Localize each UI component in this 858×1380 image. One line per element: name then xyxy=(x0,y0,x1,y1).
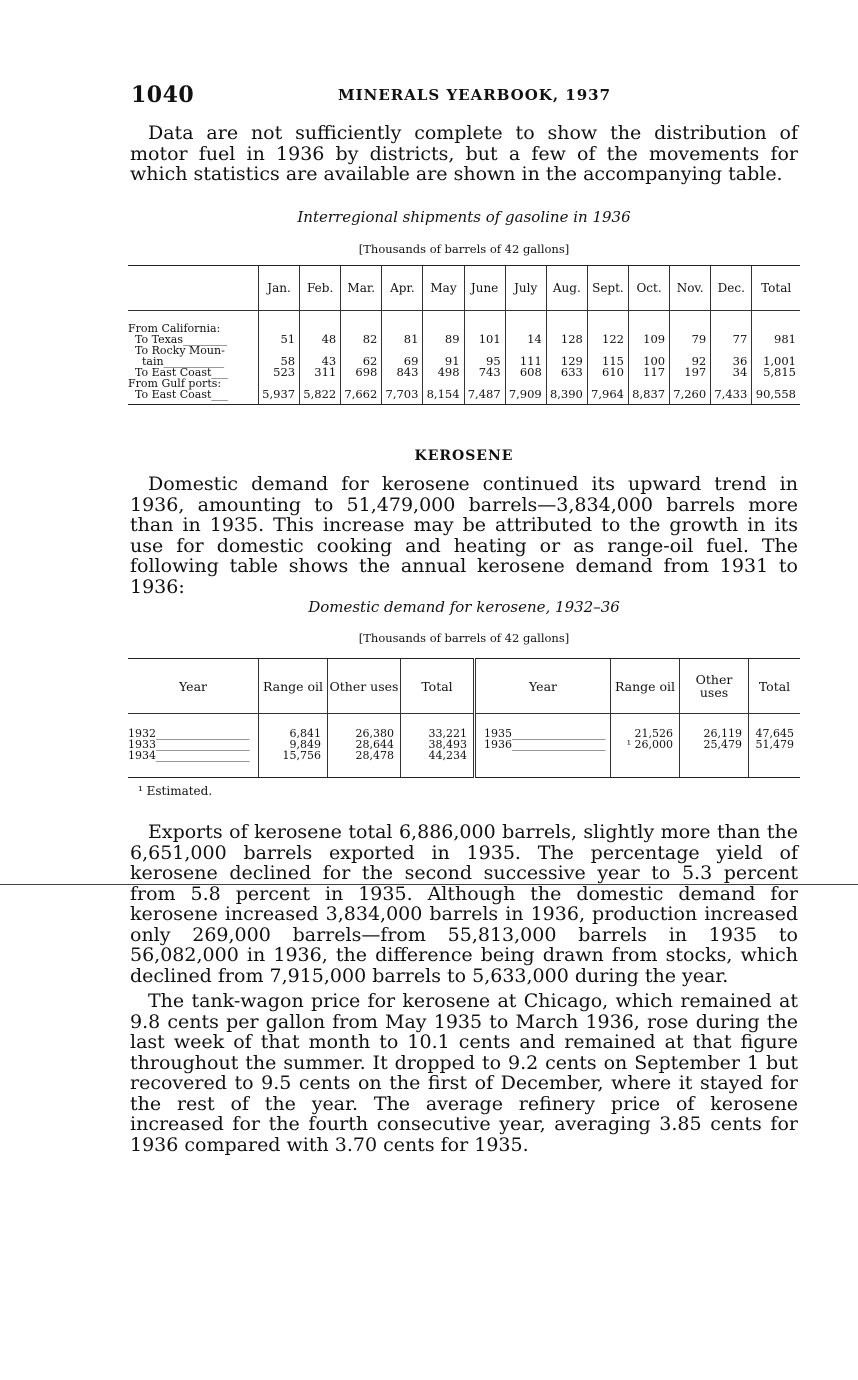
column-header: Total xyxy=(749,659,801,714)
table-cell: 62 xyxy=(341,356,382,367)
row-label: From California: xyxy=(128,322,221,335)
column-header: Oct. xyxy=(628,266,669,311)
table-cell xyxy=(505,311,546,335)
table-cell xyxy=(680,750,749,778)
table-cell: 117 xyxy=(628,367,669,378)
demand-table-subcaption: [Thousands of barrels of 42 gallons] xyxy=(358,631,570,645)
year-cell: 1936_________________ xyxy=(475,739,611,750)
table-cell: 115 xyxy=(587,356,628,367)
page-number: 1040 xyxy=(131,82,195,108)
table-cell: 48 xyxy=(300,334,341,345)
table-cell: 82 xyxy=(341,334,382,345)
column-header: Nov. xyxy=(670,266,711,311)
column-header: Range oil xyxy=(259,659,328,714)
row-label: To Rocky Moun- xyxy=(128,344,225,357)
column-header: Other uses xyxy=(328,659,401,714)
table-cell: 36 xyxy=(711,356,752,367)
exports-paragraph xyxy=(130,822,798,986)
table-cell xyxy=(259,311,300,335)
table-cell: 77 xyxy=(711,334,752,345)
table-cell xyxy=(670,311,711,335)
year-cell: 1935_________________ xyxy=(475,714,611,740)
table-cell: 69 xyxy=(382,356,423,367)
row-label: From Gulf ports: xyxy=(128,377,222,390)
table-cell: 25,479 xyxy=(680,739,749,750)
table-cell: 81 xyxy=(382,334,423,345)
table-cell xyxy=(341,311,382,335)
column-header: Range oil xyxy=(611,659,680,714)
table-cell: 15,756 xyxy=(259,750,328,778)
table-row xyxy=(128,750,800,778)
table-cell: 109 xyxy=(628,334,669,345)
demand-table-body xyxy=(128,714,800,778)
table-cell: 8,390 xyxy=(546,389,587,405)
table-cell: 523 xyxy=(259,367,300,378)
table-cell: 26,380 xyxy=(328,714,401,740)
kerosene-text: Domestic demand for kerosene continued its upward trend in 1936, amounting to 51,479,000 barrels—3,834,000 barrels more than in 1935. This increase may be attributed to the growth in its use for domestic cooking and heating or as range-oil fuel. The following table shows the annual kerosene demand from 1931 to 1936: xyxy=(130,473,798,598)
table-cell: 7,964 xyxy=(587,389,628,405)
table-cell xyxy=(628,311,669,335)
table-cell: 26,119 xyxy=(680,714,749,740)
table-cell: 34 xyxy=(711,367,752,378)
table-cell: 47,645 xyxy=(749,714,801,740)
table-cell: 498 xyxy=(423,367,464,378)
table-cell: 111 xyxy=(505,356,546,367)
table-cell: 5,937 xyxy=(259,389,300,405)
table-cell: 6,841 xyxy=(259,714,328,740)
table-row xyxy=(128,311,800,335)
table-cell: 7,260 xyxy=(670,389,711,405)
table-cell: 43 xyxy=(300,356,341,367)
table-cell: 608 xyxy=(505,367,546,378)
table-cell xyxy=(546,311,587,335)
table-cell: 7,909 xyxy=(505,389,546,405)
table-cell: 633 xyxy=(546,367,587,378)
table-cell: 743 xyxy=(464,367,505,378)
column-header: May xyxy=(423,266,464,311)
table-cell: 197 xyxy=(670,367,711,378)
year-cell: 1932_________________ xyxy=(128,727,250,740)
table-row xyxy=(128,367,800,378)
gasoline-table-body xyxy=(128,311,800,405)
table-cell: 95 xyxy=(464,356,505,367)
year-cell: 1933_________________ xyxy=(128,738,250,751)
gasoline-shipments-table xyxy=(128,265,800,405)
column-header: Aug. xyxy=(546,266,587,311)
table-cell: 101 xyxy=(464,334,505,345)
section-heading-kerosene: KEROSENE xyxy=(414,448,514,464)
table-row xyxy=(128,714,800,740)
table-cell: 129 xyxy=(546,356,587,367)
table-cell: 9,849 xyxy=(259,739,328,750)
table-cell: 610 xyxy=(587,367,628,378)
table-cell: 51,479 xyxy=(749,739,801,750)
table-cell xyxy=(464,311,505,335)
column-header: Other uses xyxy=(680,659,749,714)
table-cell: 843 xyxy=(382,367,423,378)
price-text: The tank-wagon price for kerosene at Chicago, which remained at 9.8 cents per gallon from May 1935 to March 1936, rose during the last week of that month to 10.1 cents and remained at that figure throughout the summer. It dropped to 9.2 cents on September 1 but recovered to 9.5 cents on the first of December, where it stayed for the rest of the year. The average refinery price of kerosene increased for the fourth consecutive year, averaging 3.85 cents for 1936 compared with 3.70 cents for 1935. xyxy=(130,990,798,1156)
table-cell: 21,526 xyxy=(611,714,680,740)
table-cell: 122 xyxy=(587,334,628,345)
price-paragraph xyxy=(130,991,798,1155)
table-cell: 28,644 xyxy=(328,739,401,750)
table-cell: 7,433 xyxy=(711,389,752,405)
column-header: Total xyxy=(752,266,800,311)
table-cell xyxy=(300,311,341,335)
table-cell: 91 xyxy=(423,356,464,367)
table-cell xyxy=(752,311,800,335)
column-header: Jan. xyxy=(259,266,300,311)
table-cell: 79 xyxy=(670,334,711,345)
table-cell: 5,815 xyxy=(752,367,800,378)
row-label: To East Coast___ xyxy=(128,366,228,379)
column-header: Year xyxy=(128,659,259,714)
row-label: To Texas________ xyxy=(128,333,227,346)
intro-text: Data are not sufficiently complete to show the distribution of motor fuel in 1936 by districts, but a few of the movements for which statistics are available are shown in the accompanying table. xyxy=(130,122,798,185)
table-row xyxy=(128,334,800,345)
table-cell: 8,837 xyxy=(628,389,669,405)
column-header xyxy=(128,266,259,311)
column-header: Year xyxy=(475,659,611,714)
table-cell: 14 xyxy=(505,334,546,345)
demand-table-caption: Domestic demand for kerosene, 1932–36 xyxy=(308,598,620,616)
table-cell: 38,493 xyxy=(401,739,475,750)
table-header-row xyxy=(128,659,800,714)
column-header: Dec. xyxy=(711,266,752,311)
table-cell: 8,154 xyxy=(423,389,464,405)
column-header: June xyxy=(464,266,505,311)
table-header-row xyxy=(128,266,800,311)
column-header: Mar. xyxy=(341,266,382,311)
table-cell xyxy=(423,311,464,335)
table-cell: 33,221 xyxy=(401,714,475,740)
running-title: MINERALS YEARBOOK, 1937 xyxy=(338,86,612,104)
table-cell xyxy=(382,311,423,335)
table-cell: 28,478 xyxy=(328,750,401,778)
column-header: July xyxy=(505,266,546,311)
kerosene-demand-table xyxy=(128,658,800,778)
table-row xyxy=(128,389,800,405)
table-cell: 90,558 xyxy=(752,389,800,405)
gasoline-table-subcaption: [Thousands of barrels of 42 gallons] xyxy=(358,242,570,256)
table-cell: ¹ 26,000 xyxy=(611,739,680,750)
table-cell: 7,703 xyxy=(382,389,423,405)
table-cell: 5,822 xyxy=(300,389,341,405)
table-cell: 100 xyxy=(628,356,669,367)
table-footnote: ¹ Estimated. xyxy=(138,784,213,798)
table-cell xyxy=(587,311,628,335)
row-label: tain___________ xyxy=(128,355,225,368)
table-cell: 981 xyxy=(752,334,800,345)
table-cell: 44,234 xyxy=(401,750,475,778)
column-header: Total xyxy=(401,659,475,714)
table-cell xyxy=(711,311,752,335)
year-cell xyxy=(475,750,611,778)
year-cell: 1934_________________ xyxy=(128,750,259,778)
table-cell: 698 xyxy=(341,367,382,378)
table-cell: 1,001 xyxy=(752,356,800,367)
table-cell: 89 xyxy=(423,334,464,345)
table-cell: 58 xyxy=(259,356,300,367)
column-header: Apr. xyxy=(382,266,423,311)
gasoline-table-caption: Interregional shipments of gasoline in 1936 xyxy=(297,208,631,226)
table-cell: 7,662 xyxy=(341,389,382,405)
column-header: Feb. xyxy=(300,266,341,311)
table-cell: 128 xyxy=(546,334,587,345)
table-cell: 51 xyxy=(259,334,300,345)
table-cell xyxy=(749,750,801,778)
column-header: Sept. xyxy=(587,266,628,311)
intro-paragraph xyxy=(130,123,798,185)
kerosene-paragraph xyxy=(130,474,798,597)
row-label: To East Coast___ xyxy=(128,389,259,405)
table-cell: 7,487 xyxy=(464,389,505,405)
table-cell: 92 xyxy=(670,356,711,367)
table-cell xyxy=(611,750,680,778)
table-cell: 311 xyxy=(300,367,341,378)
exports-text: Exports of kerosene total 6,886,000 barrels, slightly more than the 6,651,000 barrels exported in 1935. The percentage yield of kerosene declined for the second successive year to 5.3 percent from 5.8 percent in 1935. Although the domestic demand for kerosene increased 3,834,000 barrels in 1936, production increased only 269,000 barrels—from 55,813,000 barrels in 1935 to 56,082,000 in 1936, the difference being drawn from stocks, which declined from 7,915,000 barrels to 5,633,000 during the year. xyxy=(130,821,798,987)
